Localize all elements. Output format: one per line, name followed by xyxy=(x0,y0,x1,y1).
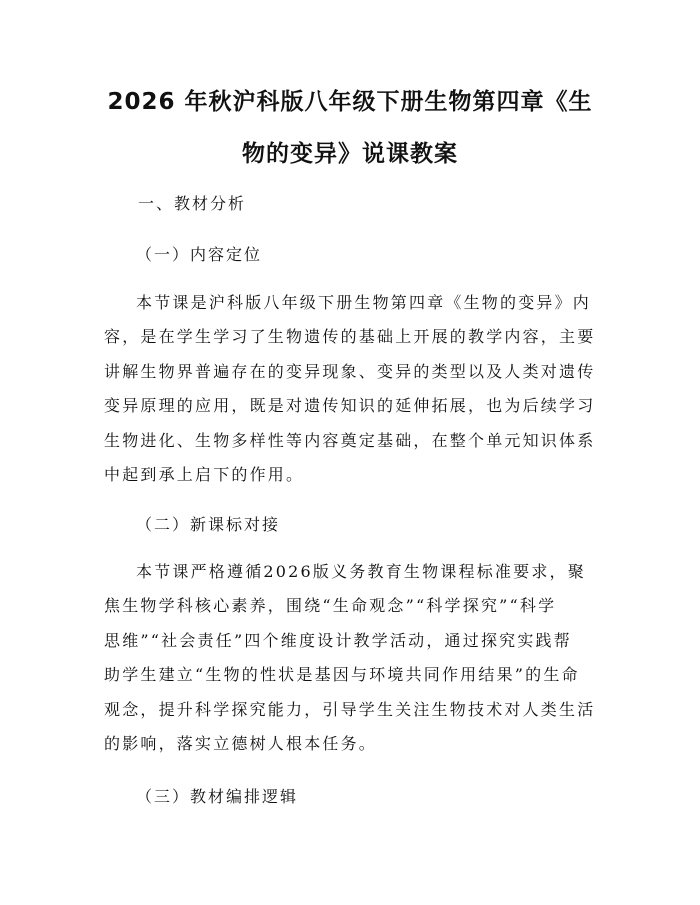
paragraph-line: 生物进化、生物多样性等内容奠定基础，在整个单元知识体系 xyxy=(104,430,596,450)
document-title-line-1: 2026 年秋沪科版八年级下册生物第四章《生 xyxy=(107,89,593,115)
paragraph-content-positioning xyxy=(104,286,604,492)
paragraph-line: 中起到承上启下的作用。 xyxy=(104,464,305,484)
paragraph-line: 本节课是沪科版八年级下册生物第四章《生物的变异》内 xyxy=(136,293,592,312)
document-title-line-2: 物的变异》说课教案 xyxy=(242,141,458,167)
paragraph-curriculum-standards xyxy=(104,555,604,761)
paragraph-line: 本节课严格遵循2026版义务教育生物课程标准要求，聚 xyxy=(136,562,586,581)
paragraph-line: 讲解生物界普遍存在的变异现象、变异的类型以及人类对遗传 xyxy=(104,361,596,381)
paragraph-line: 变异原理的应用，既是对遗传知识的延伸拓展，也为后续学习 xyxy=(104,396,596,416)
paragraph-line: 容，是在学生学习了生物遗传的基础上开展的教学内容，主要 xyxy=(104,327,596,347)
paragraph-line: 思维”“社会责任”四个维度设计教学活动，通过探究实践帮 xyxy=(104,630,572,650)
paragraph-line: 观念，提升科学探究能力，引导学生关注生物技术对人类生活 xyxy=(104,699,596,719)
paragraph-line: 助学生建立“生物的性状是基因与环境共同作用结果”的生命 xyxy=(104,665,580,685)
section-heading-teaching-material-analysis: 一、教材分析 xyxy=(138,194,247,213)
subsection-heading-curriculum-standards: （二）新课标对接 xyxy=(136,515,281,534)
subsection-heading-content-positioning: （一）内容定位 xyxy=(136,245,263,264)
paragraph-line: 焦生物学科核心素养，围绕“生命观念”“科学探究”“科学 xyxy=(104,596,557,616)
paragraph-line: 的影响，落实立德树人根本任务。 xyxy=(104,733,378,753)
subsection-heading-material-arrangement-logic: （三）教材编排逻辑 xyxy=(136,787,299,806)
